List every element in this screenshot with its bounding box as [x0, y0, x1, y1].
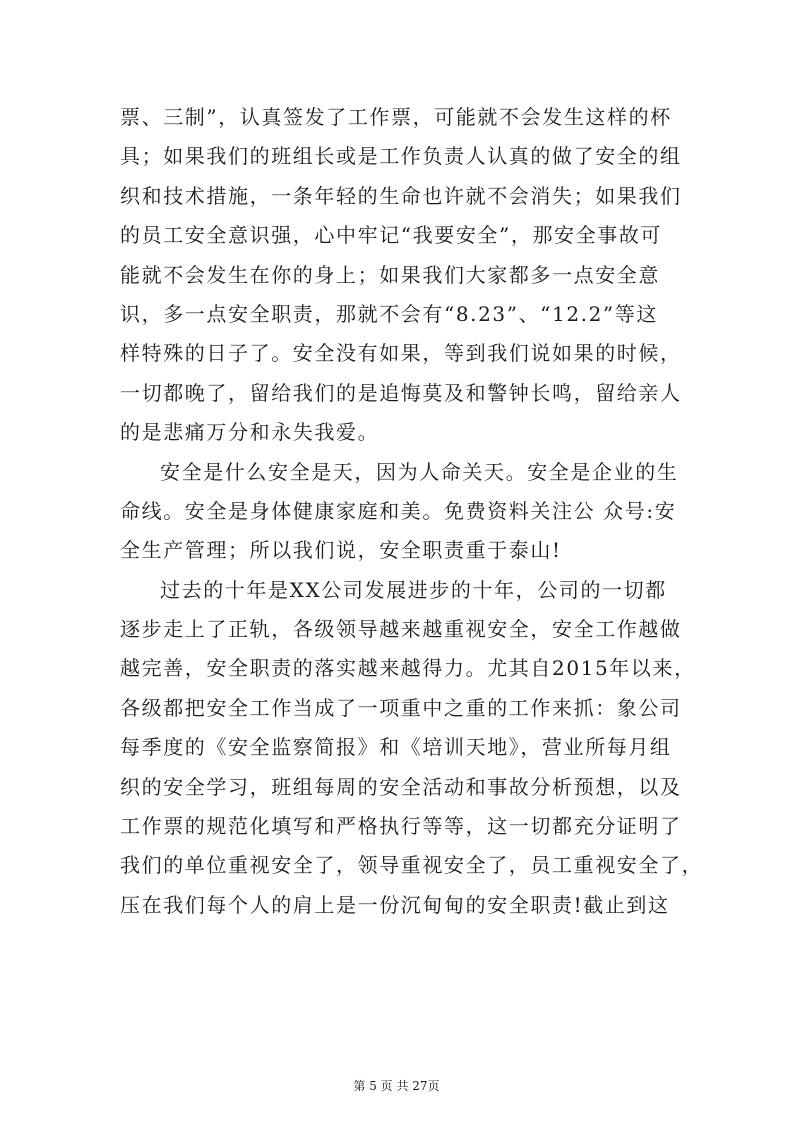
text-line: 具；如果我们的班组长或是工作负责人认真的做了安全的组: [120, 144, 682, 169]
paragraph-1: [120, 98, 680, 453]
paragraph-3: [120, 571, 704, 926]
text-line: 样特殊的日子了。安全没有如果，等到我们说如果的时候，: [120, 341, 682, 366]
text-line: 工作票的规范化填写和严格执行等等，这一切都充分证明了: [120, 814, 682, 839]
text-line: 命线。安全是身体健康家庭和美。免费资料关注公 众号:安: [120, 498, 677, 523]
text-line: 越完善，安全职责的落实越来越得力。尤其自2015年以来，: [120, 656, 696, 681]
text-line: 我们的单位重视安全了，领导重视安全了，员工重视安全了，: [120, 853, 704, 878]
text-line: 逐步走上了正轨，各级领导越来越重视安全，安全工作越做: [120, 617, 682, 642]
text-line: 票、三制”，认真签发了工作票，可能就不会发生这样的杯: [120, 105, 672, 129]
text-line: 能就不会发生在你的身上；如果我们大家都多一点安全意: [120, 262, 660, 287]
text-line: 一切都晚了，留给我们的是追悔莫及和警钟长鸣，留给亲人: [120, 380, 682, 405]
text-line: 全生产管理；所以我们说，安全职责重于泰山!: [120, 538, 562, 563]
text-line: 织的安全学习，班组每周的安全活动和事故分析预想，以及: [120, 774, 682, 799]
text-line: 过去的十年是XX公司发展进步的十年，公司的一切都: [160, 577, 667, 602]
text-line: 各级都把安全工作当成了一项重中之重的工作来抓：象公司: [120, 695, 682, 720]
text-line: 识，多一点安全职责，那就不会有“8.23”、“12.2”等这: [120, 301, 658, 326]
paragraph-2: [120, 453, 680, 571]
text-line: 织和技术措施，一条年轻的生命也许就不会消失；如果我们: [120, 183, 682, 208]
text-line: 压在我们每个人的肩上是一份沉甸甸的安全职责!截止到这: [120, 892, 670, 917]
text-line: 每季度的《安全监察简报》和《培训天地》，营业所每月组: [120, 735, 672, 760]
body-text: [120, 98, 704, 925]
text-line: 的是悲痛万分和永失我爱。: [120, 420, 380, 445]
text-line: 安全是什么安全是天，因为人命关天。安全是企业的生: [160, 459, 679, 484]
page-number-footer: 第 5 页 共 27页: [353, 1079, 440, 1093]
text-line: 的员工安全意识强，心中牢记“我要安全”，那安全事故可: [120, 223, 663, 248]
